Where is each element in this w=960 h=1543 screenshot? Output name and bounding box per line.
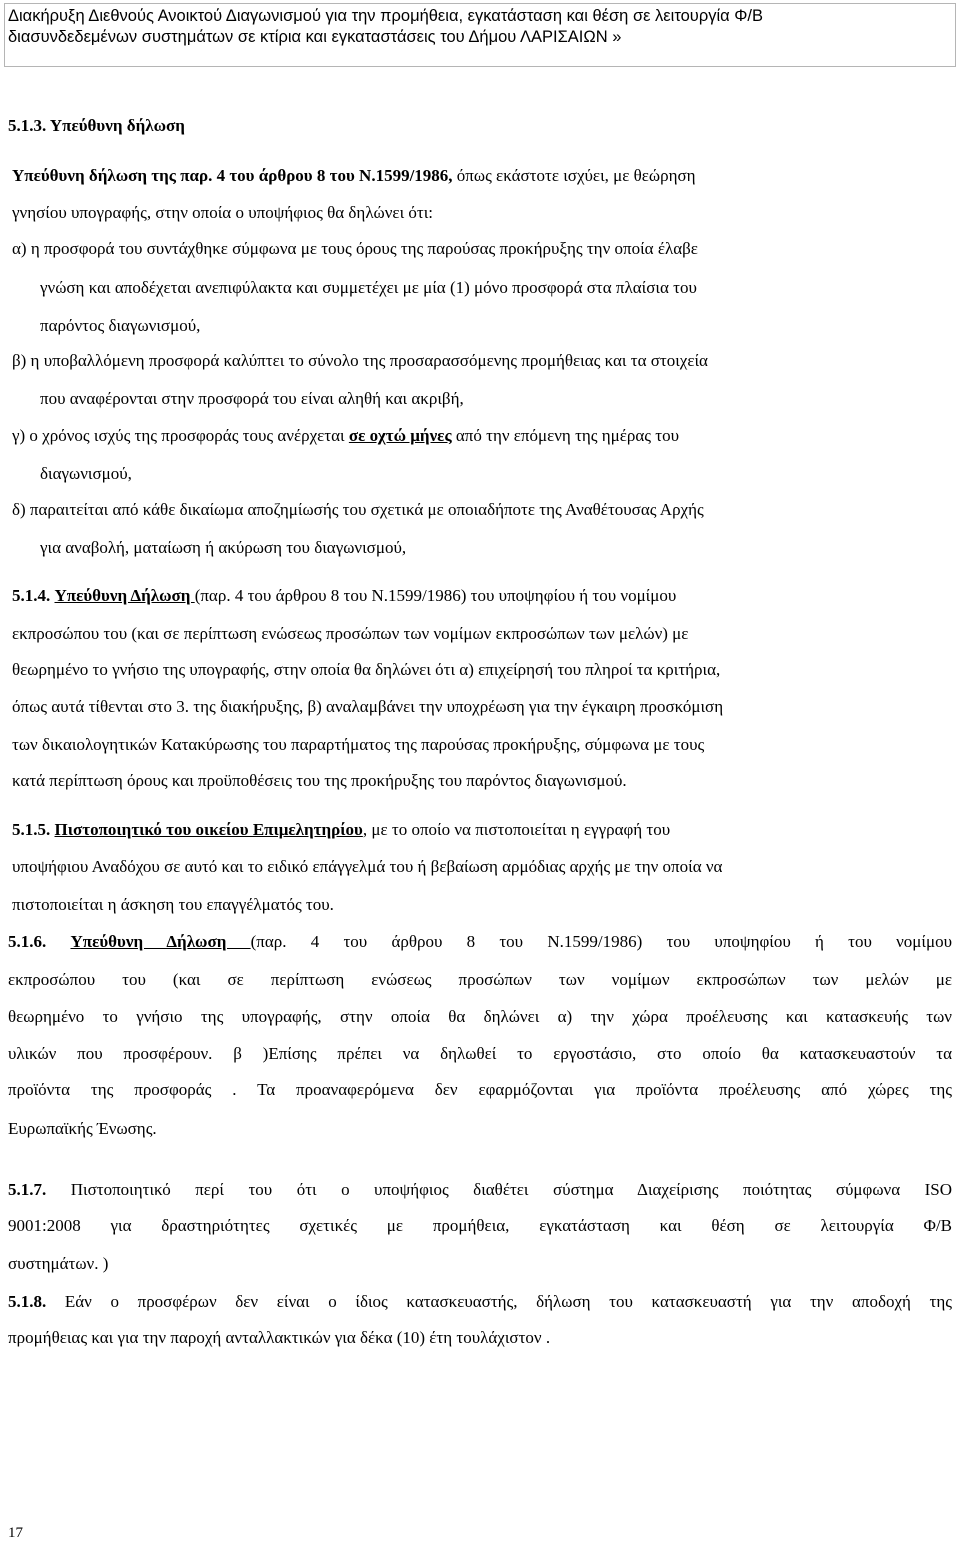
section-5-1-5-title: Πιστοποιητικό του οικείου Επιμελητηρίου (54, 820, 363, 839)
item-a-line-2: γνώση και αποδέχεται ανεπιφύλακτα και συμμετέχει με μία (1) μόνο προσφορά στα πλαίσια του (40, 278, 697, 297)
document-header (4, 3, 956, 67)
section-5-1-5-number: 5.1.5. (12, 820, 51, 839)
item-c-pre: γ) ο χρόνος ισχύς της προσφοράς τους ανέρχεται (12, 426, 349, 445)
intro-line-2: γνησίου υπογραφής, στην οποία ο υποψήφιος θα δηλώνει ότι: (12, 203, 434, 222)
section-5-1-6-line-1 (8, 932, 952, 952)
item-a-line-3: παρόντος διαγωνισμού, (40, 316, 201, 335)
section-5-1-3-heading: 5.1.3. Υπεύθυνη δήλωση (8, 116, 185, 135)
section-5-1-8-number: 5.1.8. (8, 1292, 47, 1311)
section-5-1-5-rest: , με το οποίο να πιστοποιείται η εγγραφή του (362, 820, 671, 839)
section-5-1-7-number: 5.1.7. (8, 1180, 47, 1199)
item-a-line-1: α) η προσφορά του συντάχθηκε σύμφωνα με τους όρους της παρούσας προκήρυξης την οποία έλαβε (12, 239, 698, 258)
section-5-1-6-line-4: υλικών που προσφέρουν. β )Επίσης πρέπει να δηλωθεί το εργοστάσιο, στο οποίο θα κατασκευαστούν τα (8, 1044, 952, 1063)
section-5-1-8-line-2: προμήθειας και για την παροχή ανταλλακτικών για δέκα (10) έτη τουλάχιστον . (8, 1328, 551, 1347)
section-5-1-6-line-6: Ευρωπαϊκής Ένωσης. (8, 1119, 157, 1138)
section-5-1-6-line-5: προϊόντα της προσφοράς . Τα προαναφερόμενα δεν εφαρμόζονται για προϊόντα προέλευσης από χώρες της (8, 1080, 952, 1099)
item-c-bold: σε οχτώ μήνες (348, 426, 452, 445)
section-5-1-4-line-3: θεωρημένο το γνήσιο της υπογραφής, στην οποία θα δηλώνει ότι α) επιχείρησή του πληροί τα κριτήρια, (12, 660, 721, 679)
item-b-line-2: που αναφέρονται στην προσφορά του είναι αληθή και ακριβή, (40, 389, 464, 408)
intro-bold-text: Υπεύθυνη δήλωση της παρ. 4 του άρθρου 8 του Ν.1599/1986, (12, 166, 453, 185)
section-5-1-7-text: Πιστοποιητικό περί του ότι ο υποψήφιος διαθέτει σύστημα Διαχείρισης ποιότητας σύμφωνα ISO (46, 1180, 952, 1199)
header-line-1: Διακήρυξη Διεθνούς Ανοικτού Διαγωνισμού για την προμήθεια, εγκατάσταση και θέση σε λειτουργία Φ/Β (8, 7, 763, 25)
section-5-1-6-line-2: εκπροσώπου του (και σε περίπτωση ενώσεως προσώπων των νομίμων εκπροσώπων των μελών με (8, 970, 952, 989)
section-5-1-6-rest: (παρ. 4 του άρθρου 8 του Ν.1599/1986) του υποψηφίου ή του νομίμου (250, 932, 952, 951)
section-5-1-6-number: 5.1.6. (8, 932, 47, 951)
section-5-1-4-line-6: κατά περίπτωση όρους και προϋποθέσεις του της προκήρυξης του παρόντος διαγωνισμού. (12, 771, 627, 790)
item-c-line-1 (12, 426, 679, 446)
section-5-1-7-line-3: συστημάτων. ) (8, 1254, 109, 1273)
section-5-1-8-text: Εάν ο προσφέρων δεν είναι ο ίδιος κατασκευαστής, δήλωση του κατασκευαστή για την αποδοχή της (46, 1292, 952, 1311)
section-5-1-6-title: Υπεύθυνη Δήλωση (70, 932, 251, 951)
section-5-1-3-intro (12, 166, 696, 186)
header-line-2: διασυνδεδεμένων συστημάτων σε κτίρια και εγκαταστάσεις του Δήμου ΛΑΡΙΣΑΙΩΝ » (8, 28, 622, 46)
section-5-1-4-line-2: εκπροσώπου του (και σε περίπτωση ενώσεως προσώπων των νομίμων εκπροσώπων των μελών) με (12, 624, 689, 643)
section-5-1-4-line-5: των δικαιολογητικών Κατακύρωσης του παραρτήματος της παρούσας προκήρυξης, σύμφωνα με τους (12, 735, 705, 754)
section-5-1-5-line-1 (12, 820, 670, 840)
section-5-1-5-line-3: πιστοποιείται η άσκηση του επαγγέλματός του. (12, 895, 334, 914)
section-5-1-6-line-3: θεωρημένο το γνήσιο της υπογραφής, στην οποία θα δηλώνει α) την χώρα προέλευσης και κατασκευής των (8, 1007, 952, 1026)
item-c-line-2: διαγωνισμού, (40, 464, 132, 483)
section-5-1-8-line-1 (8, 1292, 952, 1312)
item-c-post: από την επόμενη της ημέρας του (451, 426, 680, 445)
page-number: 17 (8, 1525, 23, 1541)
item-b-line-1: β) η υποβαλλόμενη προσφορά καλύπτει το σύνολο της προσαρασσόμενης προμήθειας και τα στοιχεία (12, 351, 708, 370)
item-d-line-1: δ) παραιτείται από κάθε δικαίωμα αποζημίωσής του σχετικά με οποιαδήποτε της Αναθέτουσας Αρχής (12, 500, 704, 519)
item-d-line-2: για αναβολή, ματαίωση ή ακύρωση του διαγωνισμού, (40, 538, 407, 557)
section-5-1-4-line-1 (12, 586, 676, 606)
section-5-1-7-line-1 (8, 1180, 952, 1200)
intro-rest-text: όπως εκάστοτε ισχύει, με θεώρηση (452, 166, 696, 185)
section-5-1-4-rest: (παρ. 4 του άρθρου 8 του Ν.1599/1986) του υποψηφίου ή του νομίμου (194, 586, 677, 605)
section-5-1-4-title: Υπεύθυνη Δήλωση (54, 586, 195, 605)
section-5-1-7-line-2: 9001:2008 για δραστηριότητες σχετικές με προμήθεια, εγκατάσταση και θέση σε λειτουργία Φ/Β (8, 1216, 952, 1235)
section-5-1-4-line-4: όπως αυτά τίθενται στο 3. της διακήρυξης, β) αναλαμβάνει την υποχρέωση για την έγκαιρη προσκόμιση (12, 697, 724, 716)
section-5-1-5-line-2: υποψήφιου Αναδόχου σε αυτό και το ειδικό επάγγελμά του ή βεβαίωση αρμόδιας αρχής με την οποία να (12, 857, 723, 876)
section-5-1-4-number: 5.1.4. (12, 586, 51, 605)
